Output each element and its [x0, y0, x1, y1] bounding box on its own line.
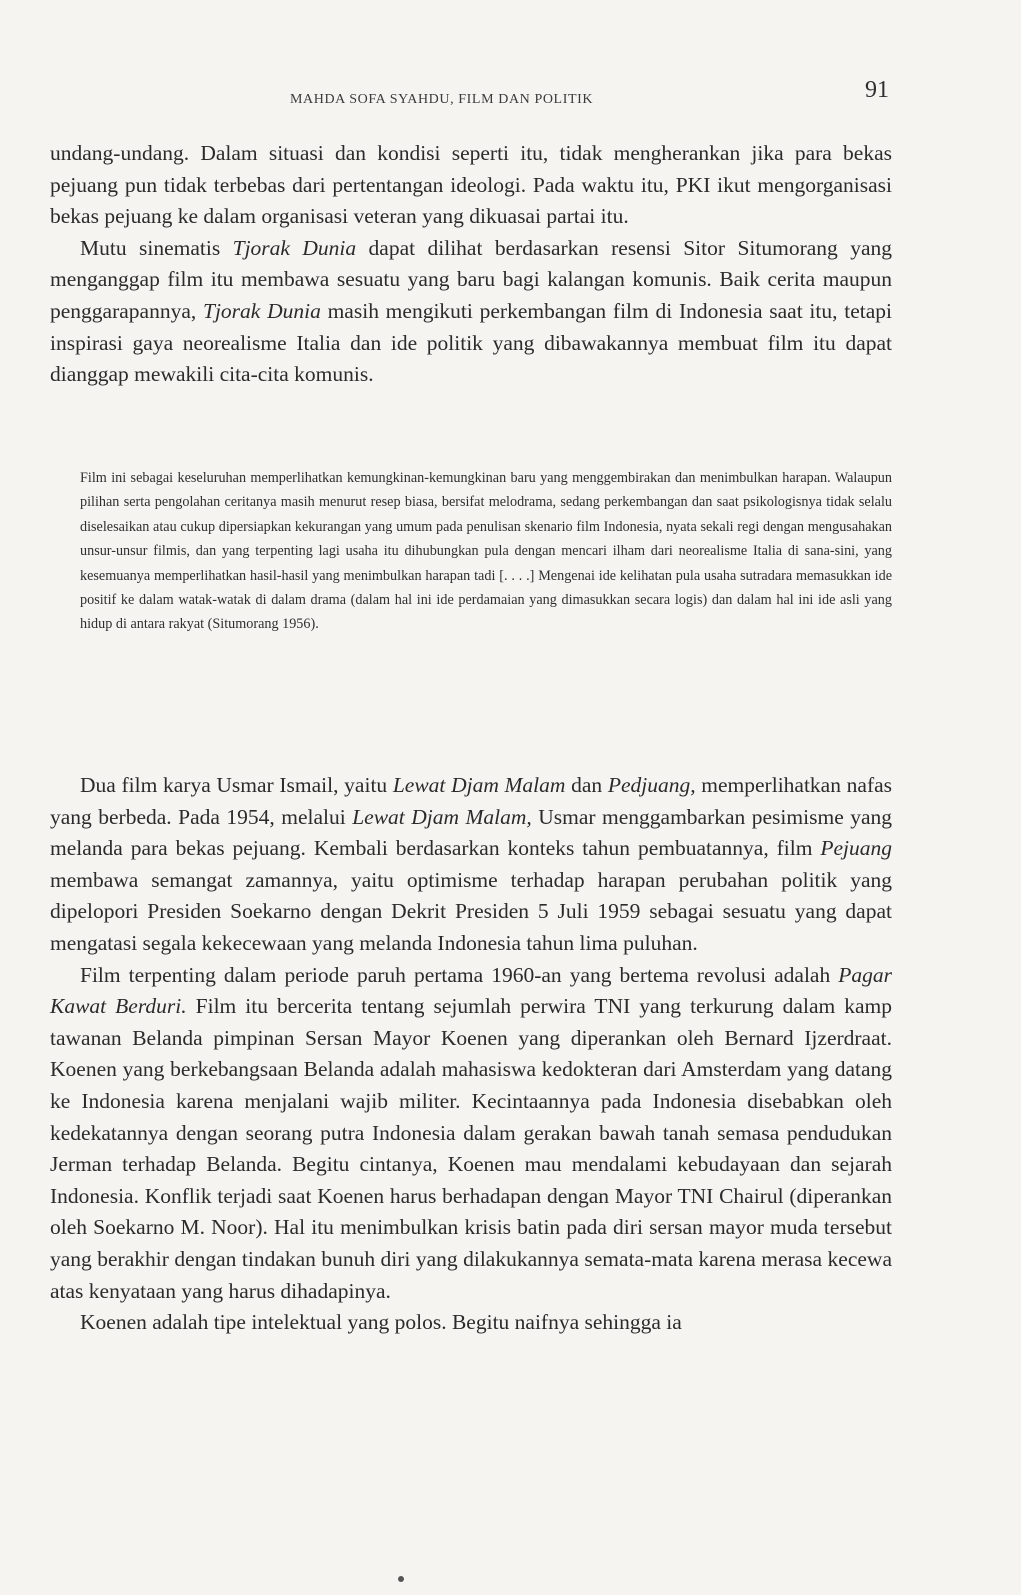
paragraph-4 [50, 960, 892, 1308]
paragraph-4-text-b: Film itu bercerita tentang sejumlah perwira TNI yang terkurung dalam kamp tawanan Belanda pimpinan Sersan Mayor Koenen yang diperankan oleh Bernard Ijzerdraat. Koenen yang berkebangsaan Belanda adalah mahasiswa kedokteran dari Amsterdam yang datang ke Indonesia karena menjalani wajib militer. Kecintaannya pada Indonesia disebabkan oleh kedekatannya dengan seorang putra Indonesia dalam gerakan bawah tanah semasa pendudukan Jerman terhadap Belanda. Begitu cintanya, Koenen mau mendalami kebudayaan dan sejarah Indonesia. Konflik terjadi saat Koenen harus berhadapan dengan Mayor TNI Chairul (diperankan oleh Soekarno M. Noor). Hal itu menimbulkan krisis batin pada diri sersan mayor muda tersebut yang berakhir dengan tindakan bunuh diri yang dilakukannya semata-mata karena merasa kecewa atas kenyataan yang harus dihadapinya. [50, 994, 892, 1303]
body-text-bottom [50, 770, 892, 1339]
page-mark-dot [398, 1576, 404, 1582]
paragraph-2-text-a: Mutu sinematis [80, 235, 233, 260]
film-title: Lewat Djam Malam [392, 773, 566, 797]
paragraph-3-text-b: dan [565, 773, 608, 797]
paragraph-2-text-b: dapat dilihat berdasarkan resensi Sitor Situmorang yang menganggap film itu membawa sesuatu yang baru bagi kalangan komunis. Baik cerita maupun penggarapannya, [50, 235, 892, 323]
paragraph-5: Koenen adalah tipe intelektual yang polos. Begitu naifnya sehingga ia [80, 1310, 682, 1335]
film-title: Lewat Djam Malam, [352, 804, 532, 829]
paragraph-2-text-c: masih mengikuti perkembangan film di Indonesia saat itu, tetapi inspirasi gaya neorealisme Italia dan ide politik yang dibawakannya membuat film itu dapat dianggap mewakili cita-cita komunis. [50, 298, 893, 387]
page-number: 91 [865, 77, 889, 103]
paragraph-3-text-e: membawa semangat zamannya, yaitu optimisme terhadap harapan perubahan politik yang dipelopori Presiden Soekarno dengan Dekrit Presiden 5 Juli 1959 sebagai sesuatu yang dapat mengatasi segala kekecewaan yang melanda Indonesia tahun lima puluhan. [50, 867, 892, 955]
paragraph-3-text-c: memperlihatkan nafas yang berbeda. Pada 1954, melalui [50, 773, 893, 829]
paragraph-2 [50, 233, 892, 391]
film-title: Tjorak Dunia [203, 298, 321, 323]
running-head: MAHDA SOFA SYAHDU, FILM DAN POLITIK [290, 92, 594, 107]
film-title: Pedjuang, [607, 773, 696, 797]
paragraph-3 [50, 770, 892, 960]
paragraph-4-text-a: Film terpenting dalam periode paruh pertama 1960-an yang bertema revolusi adalah [80, 962, 839, 987]
paragraph-3-text-d: Usmar menggambarkan pesimisme yang melanda para bekas pejuang. Kembali berdasarkan konteks tahun pembuatannya, film [50, 804, 892, 861]
film-title: Pejuang [820, 836, 892, 861]
body-text-top [50, 138, 892, 391]
paragraph-3-text-a: Dua film karya Usmar Ismail, yaitu [80, 773, 393, 797]
paragraph-1: undang-undang. Dalam situasi dan kondisi seperti itu, tidak mengherankan jika para bekas pejuang pun tidak terbebas dari pertentangan ideologi. Pada waktu itu, PKI ikut mengorganisasi bekas pejuang ke dalam organisasi veteran yang dikuasai partai itu. [50, 141, 892, 229]
film-title: Tjorak Dunia [232, 235, 357, 260]
film-title: Pagar Kawat Berduri. [50, 962, 892, 1019]
block-quote: Film ini sebagai keseluruhan memperlihatkan kemungkinan-kemungkinan baru yang menggembirakan dan menimbulkan harapan. Walaupun pilihan serta pengolahan ceritanya masih menurut resep biasa, bersifat melodrama, sedang perkembangan dan saat psikologisnya tidak selalu diselesaikan atau cukup dipersiapkan kekurangan yang umum pada penulisan skenario film Indonesia, nyata sekali regi dengan mengusahakan unsur-unsur filmis, dan yang terpenting lagi usaha itu dihubungkan pula dengan mencari ilham dari neorealisme Italia di sana-sini, yang kesemuanya memperlihatkan hasil-hasil yang menimbulkan harapan tadi [. . . .] Mengenai ide kelihatan pula usaha sutradara memasukkan ide positif ke dalam watak-watak di dalam drama (dalam hal ini ide perdamaian yang dimasukkan secara logis) dan dalam hal ini ide asli yang hidup di antara rakyat (Situmorang 1956). [80, 470, 892, 633]
